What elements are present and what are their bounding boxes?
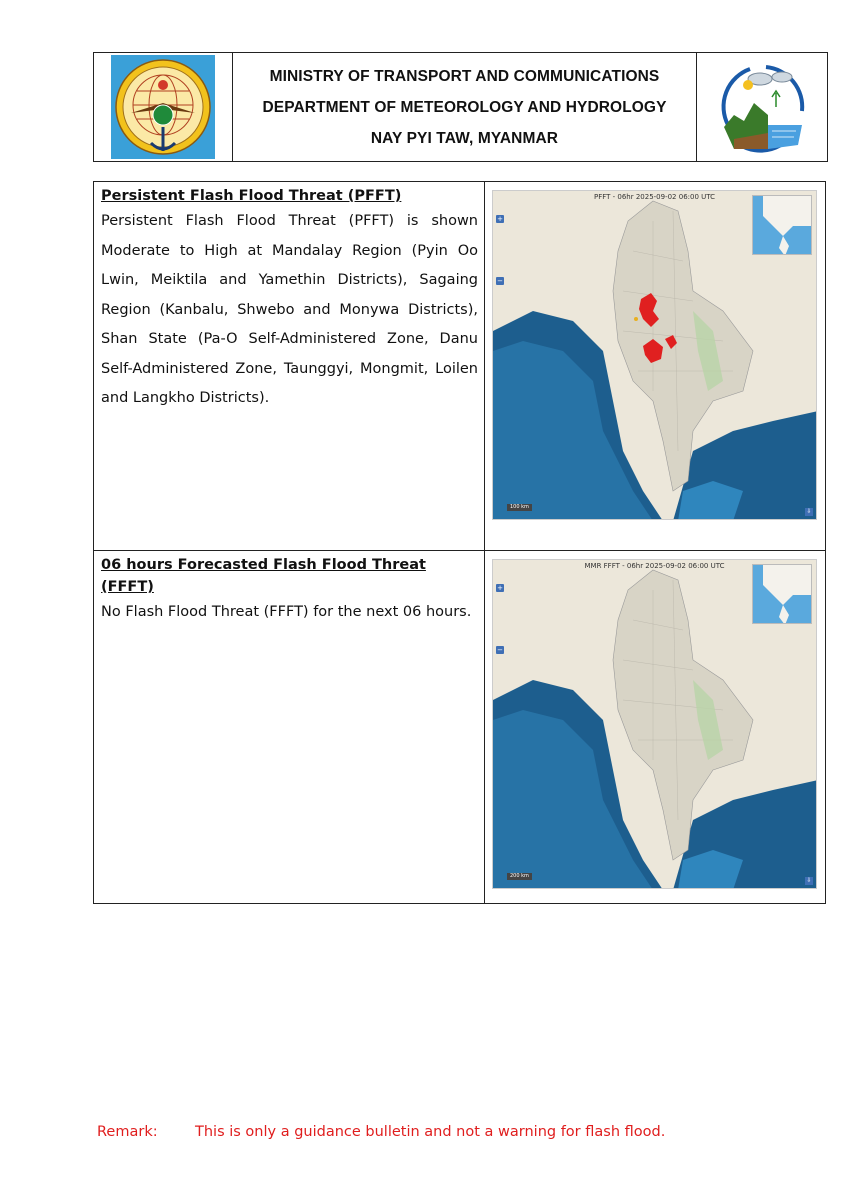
pfft-map-title: PFFT - 06hr 2025-09-02 06:00 UTC bbox=[593, 193, 716, 201]
remark-text: This is only a guidance bulletin and not a warning for flash flood. bbox=[195, 1124, 666, 1140]
zoom-in-button[interactable]: + bbox=[497, 215, 503, 223]
location: NAY PYI TAW, MYANMAR bbox=[370, 129, 559, 147]
ffft-description: No Flash Flood Threat (FFFT) for the next 06 hours. bbox=[101, 604, 472, 620]
ministry-name: MINISTRY OF TRANSPORT AND COMMUNICATIONS bbox=[269, 67, 660, 85]
pfft-title: Persistent Flash Flood Threat (PFFT) bbox=[101, 188, 402, 204]
pfft-overview-inset bbox=[752, 195, 812, 255]
ministry-logo-cell bbox=[94, 53, 233, 161]
ffft-map-title: MMR FFFT - 06hr 2025-09-02 06:00 UTC bbox=[584, 562, 725, 570]
hydrological-cycle-icon bbox=[710, 55, 814, 159]
ffft-scale-bar: 200 km bbox=[507, 873, 532, 880]
download-icon[interactable]: ⇩ bbox=[806, 877, 812, 884]
ffft-text-cell bbox=[94, 551, 485, 903]
pfft-map-cell bbox=[485, 182, 825, 550]
ffft-map-cell bbox=[485, 551, 825, 903]
pfft-row bbox=[94, 182, 825, 551]
pfft-map[interactable] bbox=[492, 190, 817, 520]
ffft-row bbox=[94, 551, 825, 903]
ffft-title: 06 hours Forecasted Flash Flood Threat (FFFT) bbox=[101, 557, 426, 595]
pfft-scale-bar: 100 km bbox=[507, 504, 532, 511]
letterhead-text bbox=[233, 53, 698, 161]
ffft-overview-inset bbox=[752, 564, 812, 624]
zoom-out-button[interactable]: − bbox=[497, 277, 503, 285]
zoom-out-button[interactable]: − bbox=[497, 646, 503, 654]
remark-label: Remark: bbox=[97, 1124, 158, 1140]
ffft-map[interactable] bbox=[492, 559, 817, 889]
pfft-description: Persistent Flash Flood Threat (PFFT) is shown Moderate to High at Mandalay Region (Pyin Oo Lwin, Meiktila and Yamethin Districts), Sagaing Region (Kanbalu, Shwebo and Monywa Districts), Shan State (Pa-O Self-Administered Zone, Danu Self-Administered Zone, Taunggyi, Mongmit, Loilen and Langkho Districts). bbox=[101, 213, 478, 406]
zoom-in-button[interactable]: + bbox=[497, 584, 503, 592]
department-name: DEPARTMENT OF METEOROLOGY AND HYDROLOGY bbox=[262, 98, 667, 116]
bulletin-table bbox=[93, 181, 826, 904]
pfft-text-cell bbox=[94, 182, 485, 550]
dmh-logo-cell bbox=[697, 53, 827, 161]
letterhead bbox=[93, 52, 828, 162]
download-icon[interactable]: ⇩ bbox=[806, 508, 812, 515]
ministry-emblem-icon bbox=[111, 55, 215, 159]
